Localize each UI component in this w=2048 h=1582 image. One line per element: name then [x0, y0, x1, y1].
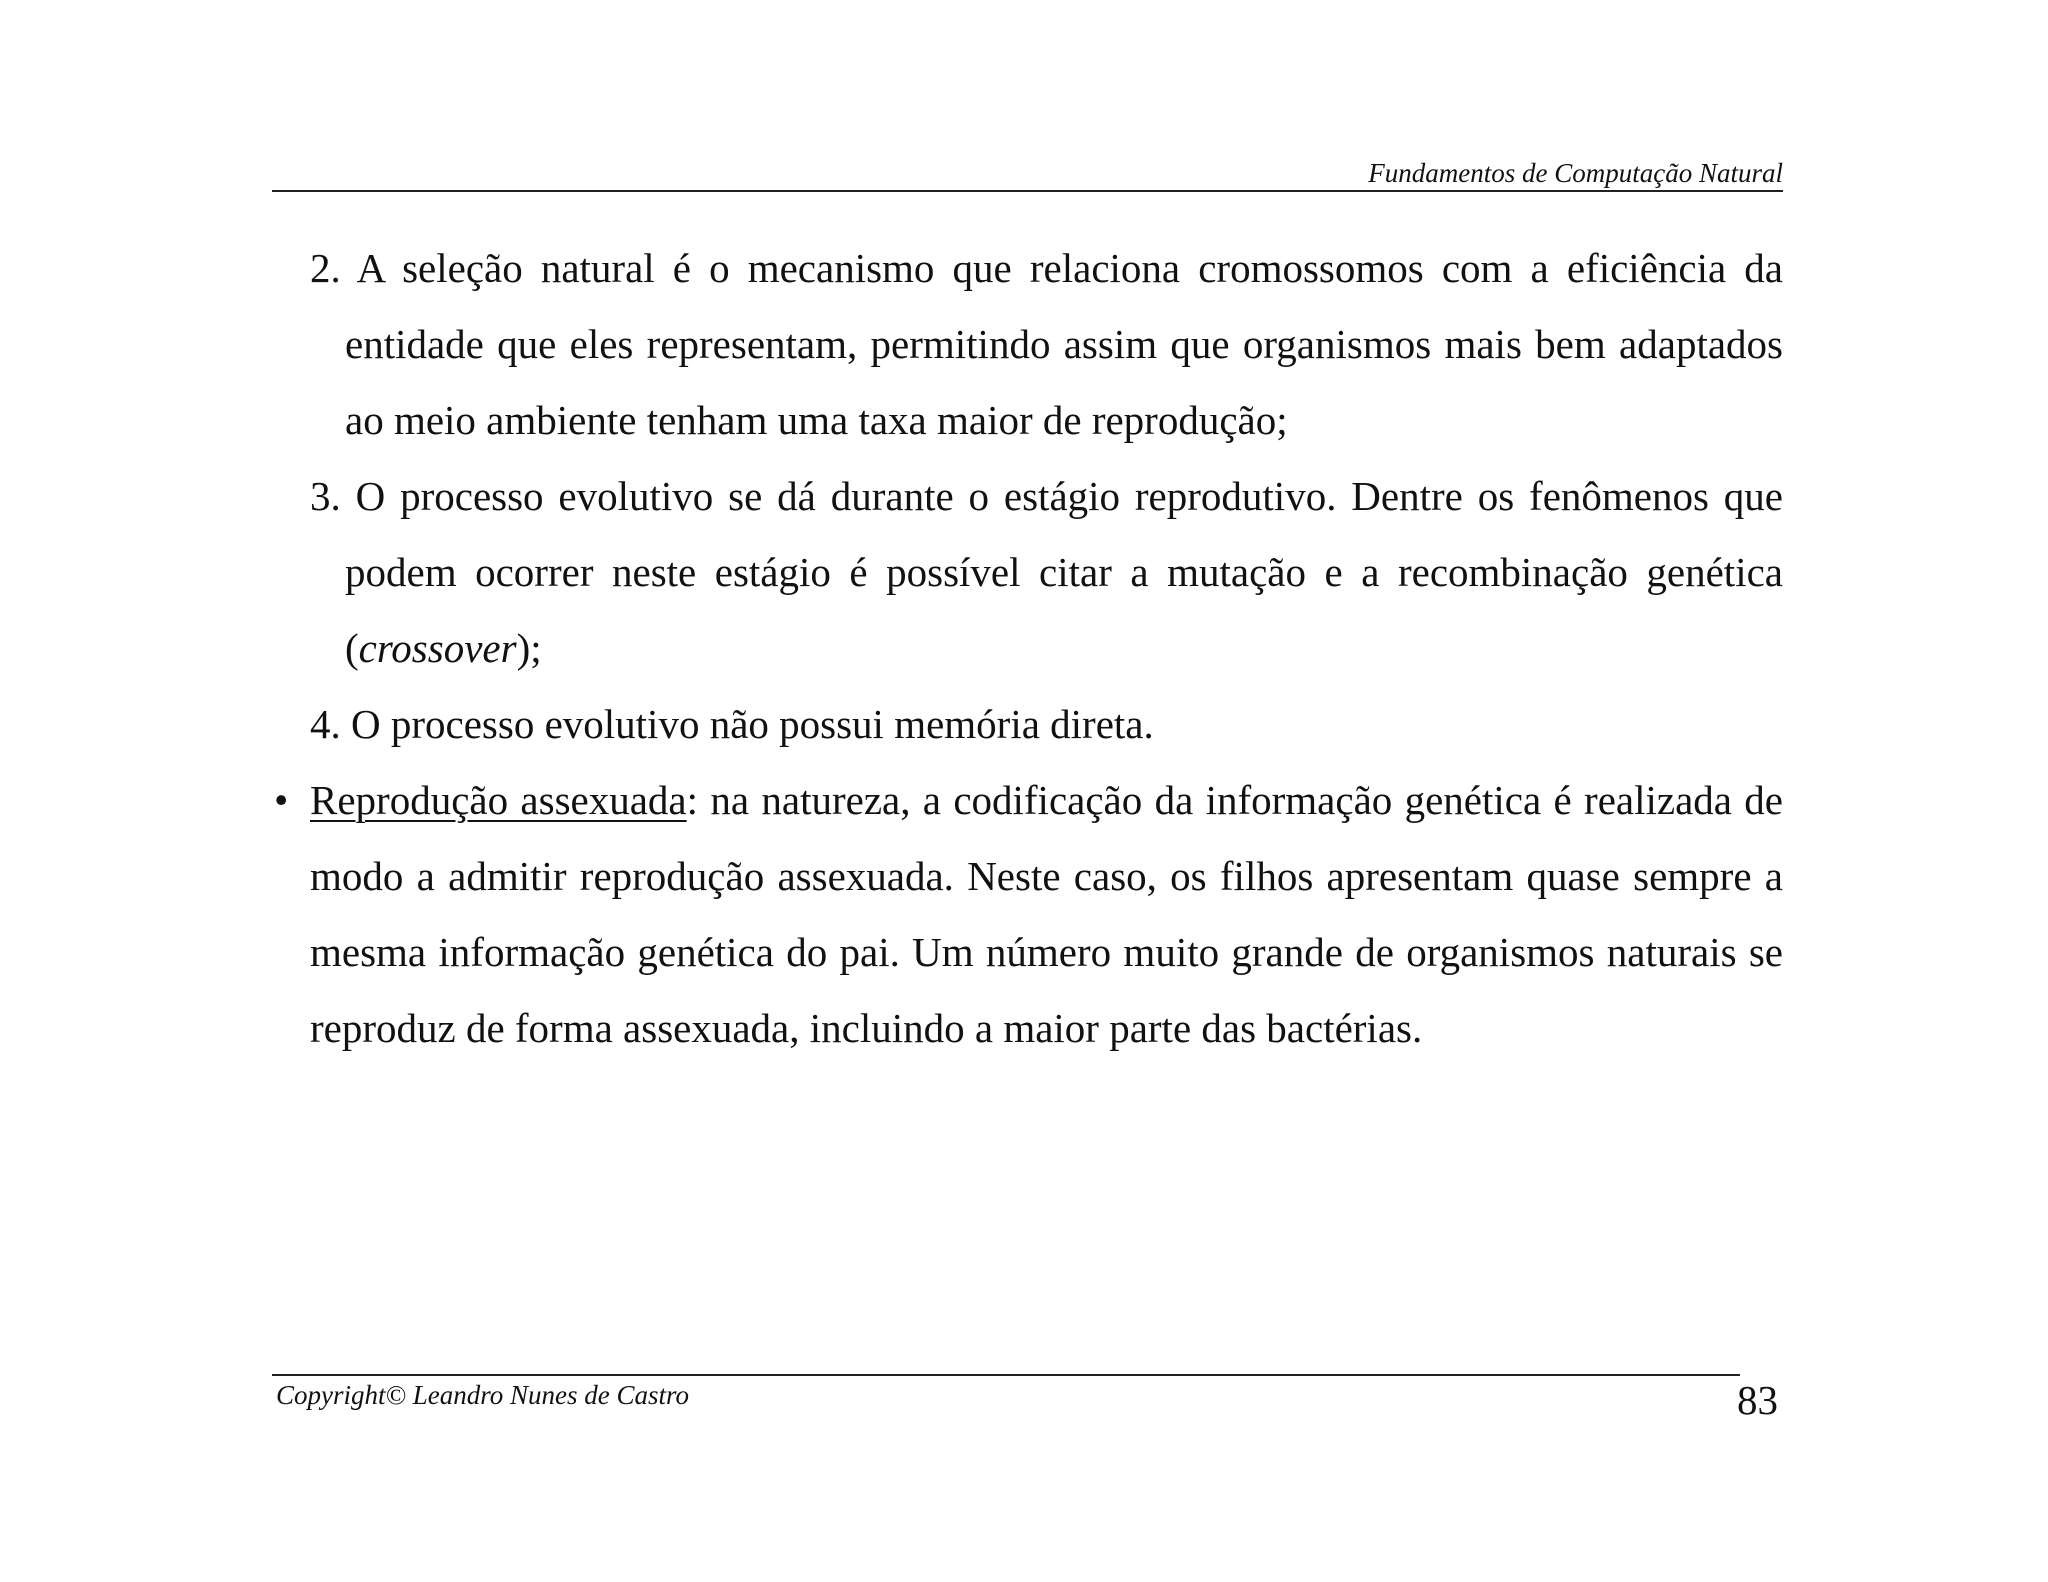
list-item-4: 4. O processo evolutivo não possui memória direta.: [310, 701, 1154, 747]
page-body: [274, 230, 1783, 1066]
list-item-3-end: );: [516, 625, 542, 671]
list-item-3: [310, 458, 1783, 686]
bullet-icon: •: [274, 777, 289, 823]
asexual-reproduction-term: Reprodução assexuada: [310, 777, 687, 823]
footer-rule: [272, 1374, 1740, 1376]
page-number: 83: [1737, 1377, 1778, 1423]
bullet-paragraph: [274, 762, 1783, 1066]
list-item-3-text: 3. O processo evolutivo se dá durante o estágio reprodutivo. Dentre os fenômenos que podem ocorrer neste estágio é possível citar a mutação e a recombinação genética (: [310, 473, 1783, 671]
bullet-paragraph-text: : na natureza, a codificação da informação genética é realizada de modo a admitir reprodução assexuada. Neste caso, os filhos apresentam quase sempre a mesma informação genética do pai. Um número muito grande de organismos naturais se reproduz de forma assexuada, incluindo a maior parte das bactérias.: [310, 777, 1783, 1051]
header-rule: [272, 190, 1783, 192]
crossover-term: crossover: [358, 625, 517, 671]
running-header: Fundamentos de Computação Natural: [1368, 158, 1783, 188]
list-item-2: 2. A seleção natural é o mecanismo que relaciona cromossomos com a eficiência da entidade que eles representam, permitindo assim que organismos mais bem adaptados ao meio ambiente tenham uma taxa maior de reprodução;: [310, 245, 1783, 443]
footer-copyright: Copyright© Leandro Nunes de Castro: [276, 1380, 690, 1410]
